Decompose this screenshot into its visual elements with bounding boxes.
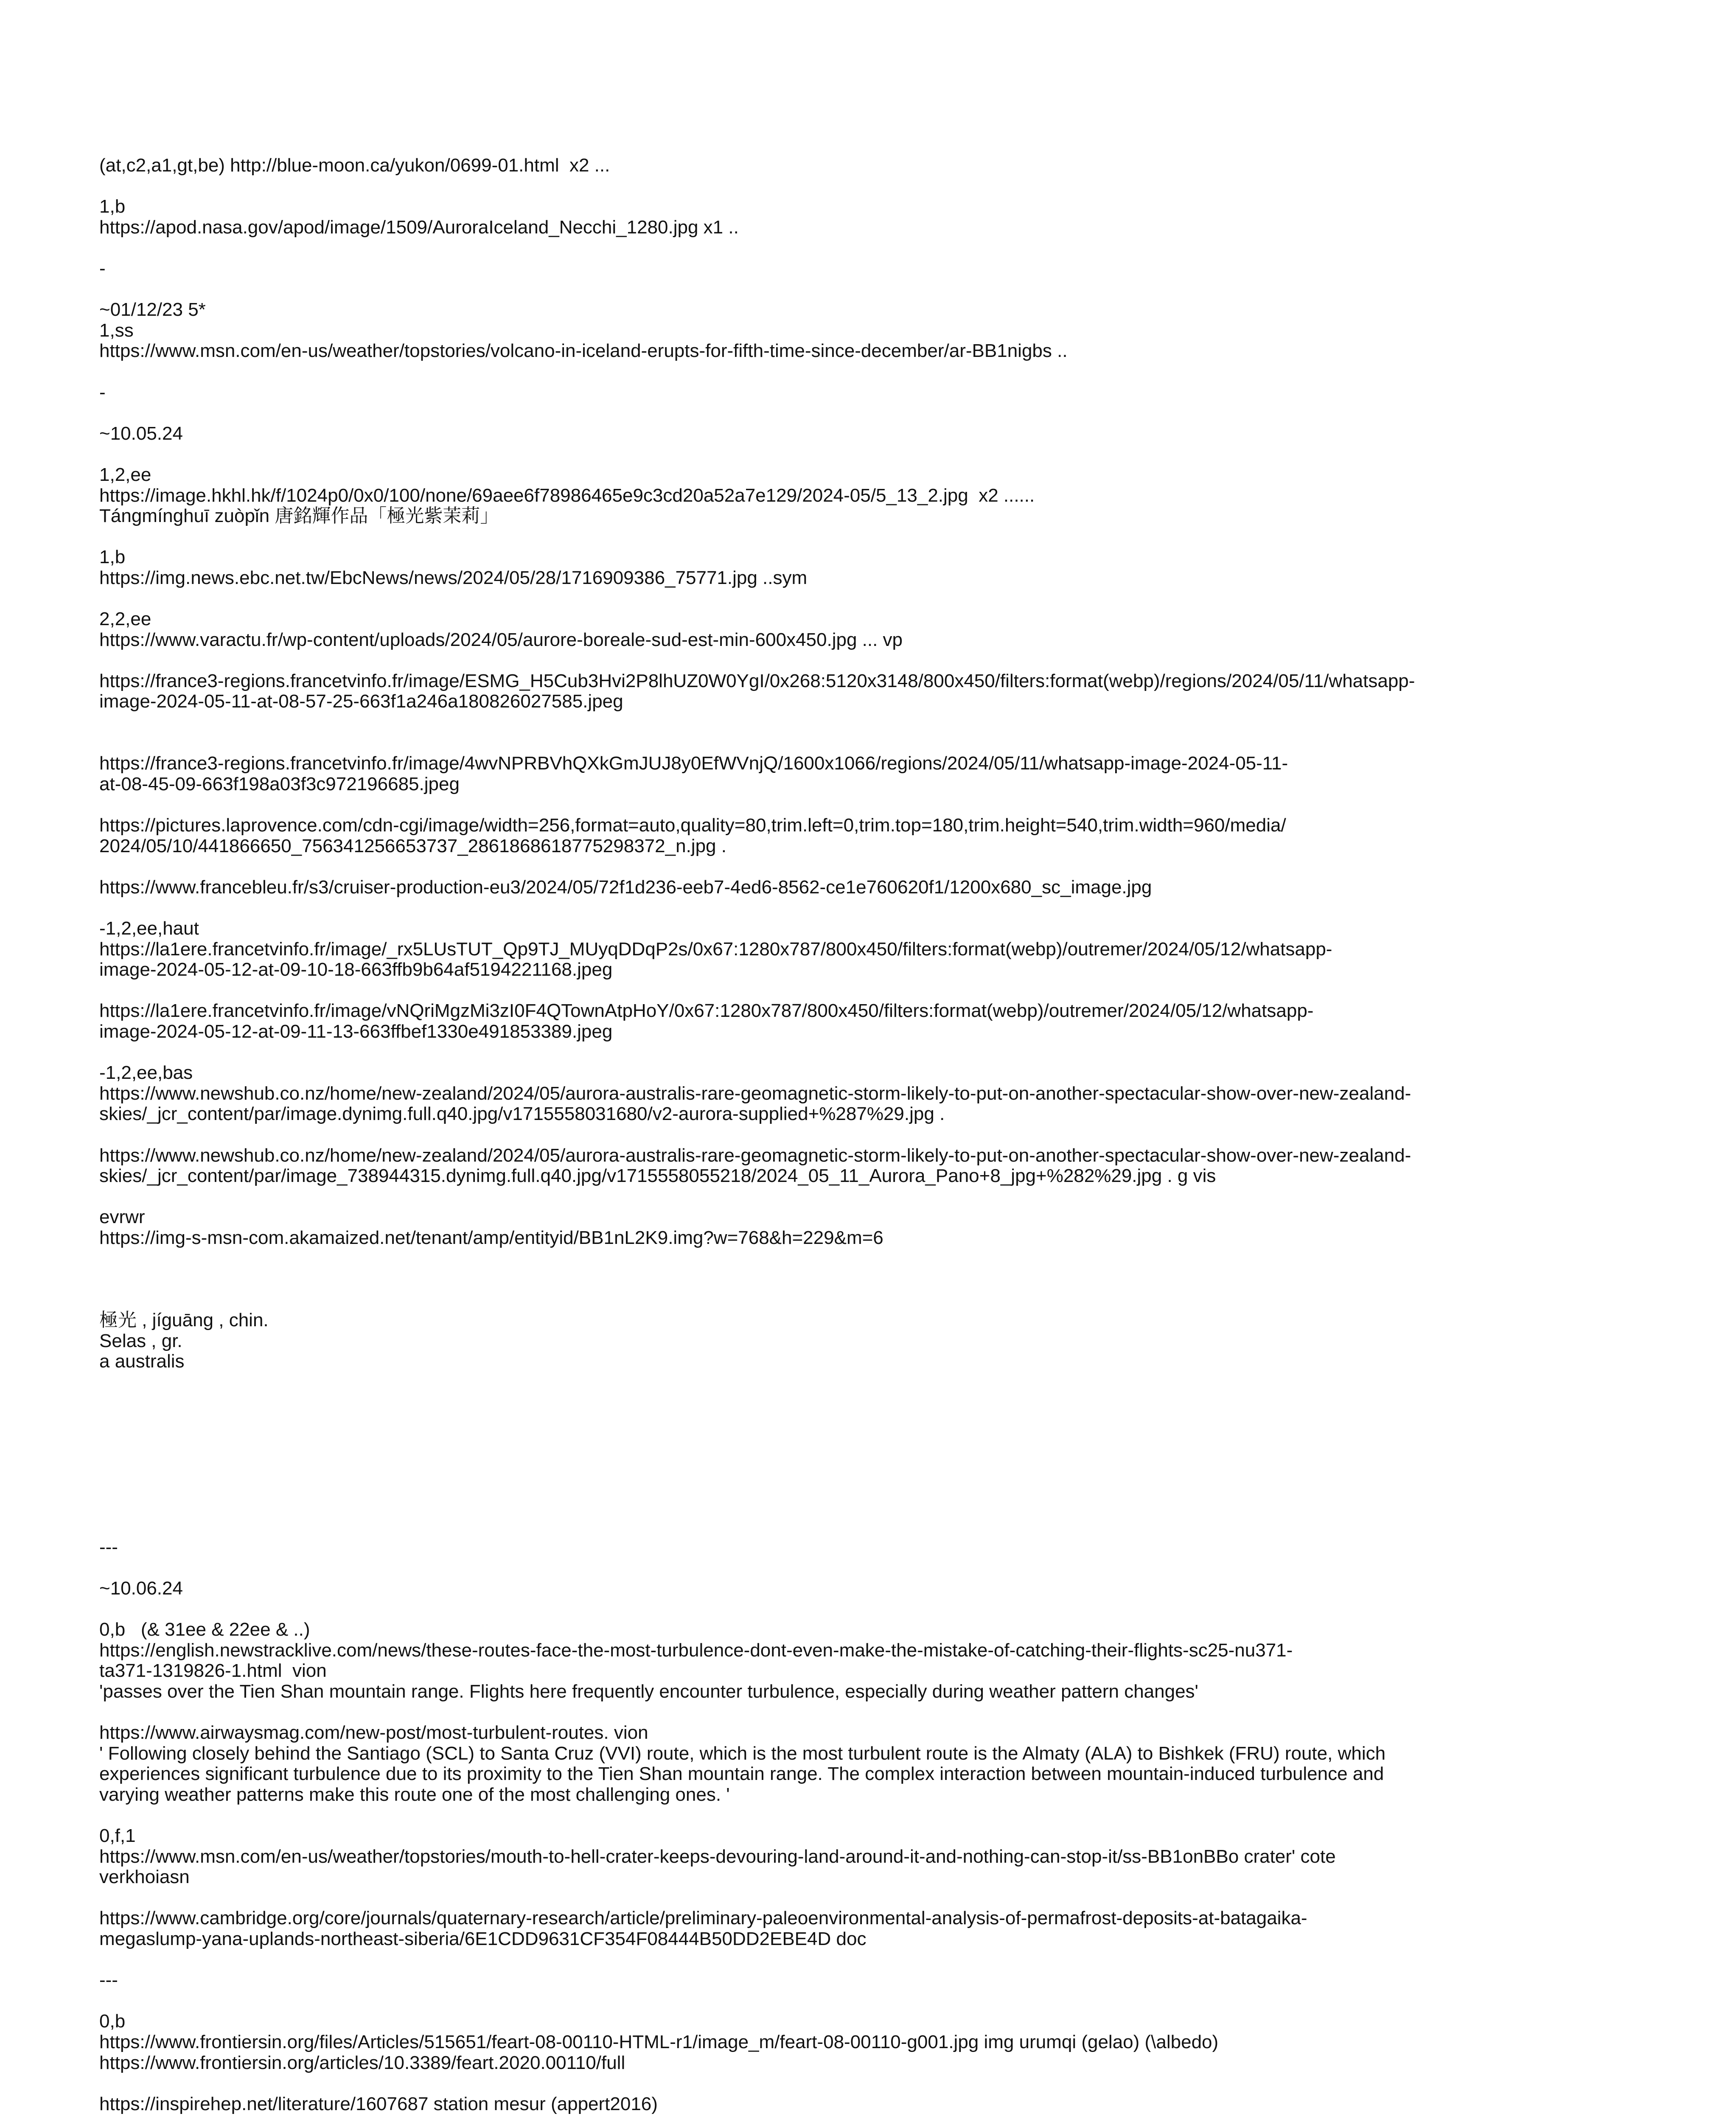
blank-line (99, 1805, 1669, 1826)
text-line: --- (99, 1970, 118, 1991)
blank-line (99, 1248, 1669, 1269)
text-line: 極光 , jíguāng , chin. (99, 1310, 269, 1331)
blank-line (99, 1702, 1669, 1723)
blank-line (99, 980, 1669, 1001)
url-line: https://image.hkhl.hk/f/1024p0/0x0/100/none/69aee6f78986465e9c3cd20a52a7e129/2024-05/5_13_2.jpg x2 ...... (99, 485, 1035, 506)
text-line: 0,f,1 (99, 1825, 136, 1847)
url-line: https://france3-regions.francetvinfo.fr/image/4wvNPRBVhQXkGmJUJ8y0EfWVnjQ/1600x1066/regions/2024/05/11/whatsapp-image-2024-05-11- (99, 753, 1288, 774)
text-line: --- (99, 1536, 118, 1558)
blank-line (99, 176, 1669, 197)
url-line: https://www.airwaysmag.com/new-post/most-turbulent-routes. vion (99, 1722, 648, 1743)
blank-line (99, 1187, 1669, 1207)
url-line: https://www.francebleu.fr/s3/cruiser-production-eu3/2024/05/72f1d236-eeb7-4ed6-8562-ce1e760620f1/1200x680_sc_image.jpg (99, 876, 1152, 898)
blank-line (99, 279, 1669, 300)
blank-line (99, 527, 1669, 547)
text-line: Selas , gr. (99, 1330, 182, 1351)
url-line: https://pictures.laprovence.com/cdn-cgi/image/width=256,format=auto,quality=80,trim.left=0,trim.top=180,trim.height=540,trim.width=960/media/ (99, 815, 1286, 836)
blank-line (99, 1516, 1669, 1537)
text-line: image-2024-05-11-at-08-57-25-663f1a246a180826027585.jpeg (99, 691, 623, 712)
text-line: 2,2,ee (99, 609, 151, 630)
text-line: image-2024-05-12-at-09-10-18-663ffb9b64af5194221168.jpeg (99, 959, 613, 980)
url-line: https://www.msn.com/en-us/weather/topstories/volcano-in-iceland-erupts-for-fifth-time-since-december/ar-BB1nigbs .. (99, 340, 1068, 362)
blank-line (99, 1269, 1669, 1290)
blank-line (99, 650, 1669, 671)
text-line: 1,b (99, 547, 126, 568)
blank-line (99, 1290, 1669, 1311)
text-line: 1,b (99, 196, 126, 217)
text-line: 'passes over the Tien Shan mountain range. Flights here frequently encounter turbulence, especially during weather pattern changes' (99, 1681, 1198, 1702)
url-line: https://img.news.ebc.net.tw/EbcNews/news/2024/05/28/1716909386_75771.jpg ..sym (99, 567, 808, 588)
text-line: -1,2,ee,haut (99, 918, 199, 939)
url-line: https://france3-regions.francetvinfo.fr/image/ESMG_H5Cub3Hvi2P8lhUZ0W0YgI/0x268:5120x3148/800x450/filters:format(webp)/regions/2024/05/11/whatsapp- (99, 670, 1415, 691)
blank-line (99, 1599, 1669, 1620)
blank-line (99, 1888, 1669, 1909)
blank-line (99, 1434, 1669, 1455)
text-line: image-2024-05-12-at-09-11-13-663ffbef1330e491853389.jpeg (99, 1021, 613, 1042)
url-line: https://english.newstracklive.com/news/these-routes-face-the-most-turbulence-dont-even-make-the-mistake-of-catching-their-flights-sc25-nu371- (99, 1639, 1293, 1661)
blank-line (99, 1393, 1669, 1414)
text-line: ta371-1319826-1.html vion (99, 1660, 327, 1681)
blank-line (99, 856, 1669, 877)
text-line: 1,2,ee (99, 464, 151, 485)
blank-line (99, 2073, 1669, 2094)
url-line: https://www.msn.com/en-us/weather/topstories/mouth-to-hell-crater-keeps-devouring-land-around-it-and-nothing-can-stop-it/ss-BB1onBBo crater' cote (99, 1846, 1336, 1867)
url-line: https://www.newshub.co.nz/home/new-zealand/2024/05/aurora-australis-rare-geomagnetic-storm-likely-to-put-on-another-spectacular-show-over-new-zealand- (99, 1145, 1411, 1166)
blank-line (99, 1558, 1669, 1578)
blank-line (99, 238, 1669, 258)
url-line: https://la1ere.francetvinfo.fr/image/vNQriMgzMi3zI0F4QTownAtpHoY/0x67:1280x787/800x450/filters:format(webp)/outremer/2024/05/12/whatsapp- (99, 1000, 1314, 1022)
blank-line (99, 1372, 1669, 1393)
text-line: megaslump-yana-uplands-northeast-siberia/6E1CDD9631CF354F08444B50DD2EBE4D doc (99, 1928, 867, 1950)
text-line: (at,c2,a1,gt,be) http://blue-moon.ca/yukon/0699-01.html x2 ... (99, 155, 610, 176)
text-line: 0,b (99, 2011, 126, 2032)
blank-line (99, 444, 1669, 465)
blank-line (99, 1042, 1669, 1063)
url-line: https://la1ere.francetvinfo.fr/image/_rx5LUsTUT_Qp9TJ_MUyqDDqP2s/0x67:1280x787/800x450/filters:format(webp)/outremer/2024/05/12/whatsapp- (99, 938, 1332, 960)
text-line: at-08-45-09-663f198a03f3c972196685.jpeg (99, 773, 460, 794)
text-line: 0,b (& 31ee & 22ee & ..) (99, 1619, 310, 1640)
url-line: https://inspirehep.net/literature/1607687 station mesur (appert2016) (99, 2093, 658, 2114)
text-line: ' Following closely behind the Santiago (SCL) to Santa Cruz (VVI) route, which is the most turbulent route is the Almaty (ALA) to Bishkek (FRU) route, which (99, 1743, 1386, 1764)
blank-line (99, 1413, 1669, 1434)
text-line: - (99, 258, 106, 279)
blank-line (99, 1475, 1669, 1496)
text-line: 2024/05/10/441866650_756341256653737_2861868618775298372_n.jpg . (99, 835, 726, 856)
text-line: varying weather patterns make this route one of the most challenging ones. ' (99, 1784, 730, 1805)
text-line: skies/_jcr_content/par/image_738944315.dynimg.full.q40.jpg/v1715558055218/2024_05_11_Aurora_Pano+8_jpg+%282%29.jpg . g vis (99, 1165, 1216, 1187)
blank-line (99, 1125, 1669, 1145)
url-line: https://www.newshub.co.nz/home/new-zealand/2024/05/aurora-australis-rare-geomagnetic-storm-likely-to-put-on-another-spectacular-show-over-new-zealand- (99, 1083, 1411, 1104)
blank-line (99, 733, 1669, 754)
blank-line (99, 403, 1669, 424)
text-line: evrwr (99, 1207, 145, 1228)
text-line: ~10.05.24 (99, 423, 183, 444)
blank-line (99, 1496, 1669, 1517)
url-line: https://www.cambridge.org/core/journals/quaternary-research/article/preliminary-paleoenvironmental-analysis-of-permafrost-deposits-at-batagaika- (99, 1908, 1307, 1929)
blank-line (99, 1454, 1669, 1475)
text-line: 1,ss (99, 320, 134, 341)
blank-line (99, 898, 1669, 918)
text-line: skies/_jcr_content/par/image.dynimg.full.q40.jpg/v1715558031680/v2-aurora-supplied+%287%29.jpg . (99, 1103, 945, 1125)
url-line: https://www.frontiersin.org/files/Articles/515651/feart-08-00110-HTML-r1/image_m/feart-08-00110-g001.jpg img urumqi (gelao) (\albedo) (99, 2032, 1219, 2053)
text-line: Tángmínghuī zuòpǐn 唐銘輝作品「極光紫茉莉」 (99, 505, 499, 527)
text-line: ~10.06.24 (99, 1577, 183, 1599)
text-line: ~01/12/23 5* (99, 299, 206, 320)
url-line: https://apod.nasa.gov/apod/image/1509/AuroraIceland_Necchi_1280.jpg x1 .. (99, 216, 739, 238)
url-line: https://www.frontiersin.org/articles/10.3389/feart.2020.00110/full (99, 2052, 625, 2073)
url-line: https://www.varactu.fr/wp-content/uploads/2024/05/aurore-boreale-sud-est-min-600x450.jpg ... vp (99, 629, 903, 650)
blank-line (99, 1950, 1669, 1970)
blank-line (99, 794, 1669, 815)
text-line: -1,2,ee,bas (99, 1062, 193, 1083)
text-line: a australis (99, 1351, 185, 1372)
text-line: verkhoiasn (99, 1867, 190, 1888)
url-line: https://img-s-msn-com.akamaized.net/tenant/amp/entityid/BB1nL2K9.img?w=768&h=229&m=6 (99, 1227, 883, 1248)
document-body (99, 0, 1669, 2114)
text-line: experiences significant turbulence due to its proximity to the Tien Shan mountain range. The complex interaction between mountain-induced turbulence and (99, 1763, 1384, 1785)
text-line: - (99, 382, 106, 403)
blank-line (99, 362, 1669, 382)
blank-line (99, 588, 1669, 609)
blank-line (99, 712, 1669, 733)
blank-line (99, 1991, 1669, 2012)
